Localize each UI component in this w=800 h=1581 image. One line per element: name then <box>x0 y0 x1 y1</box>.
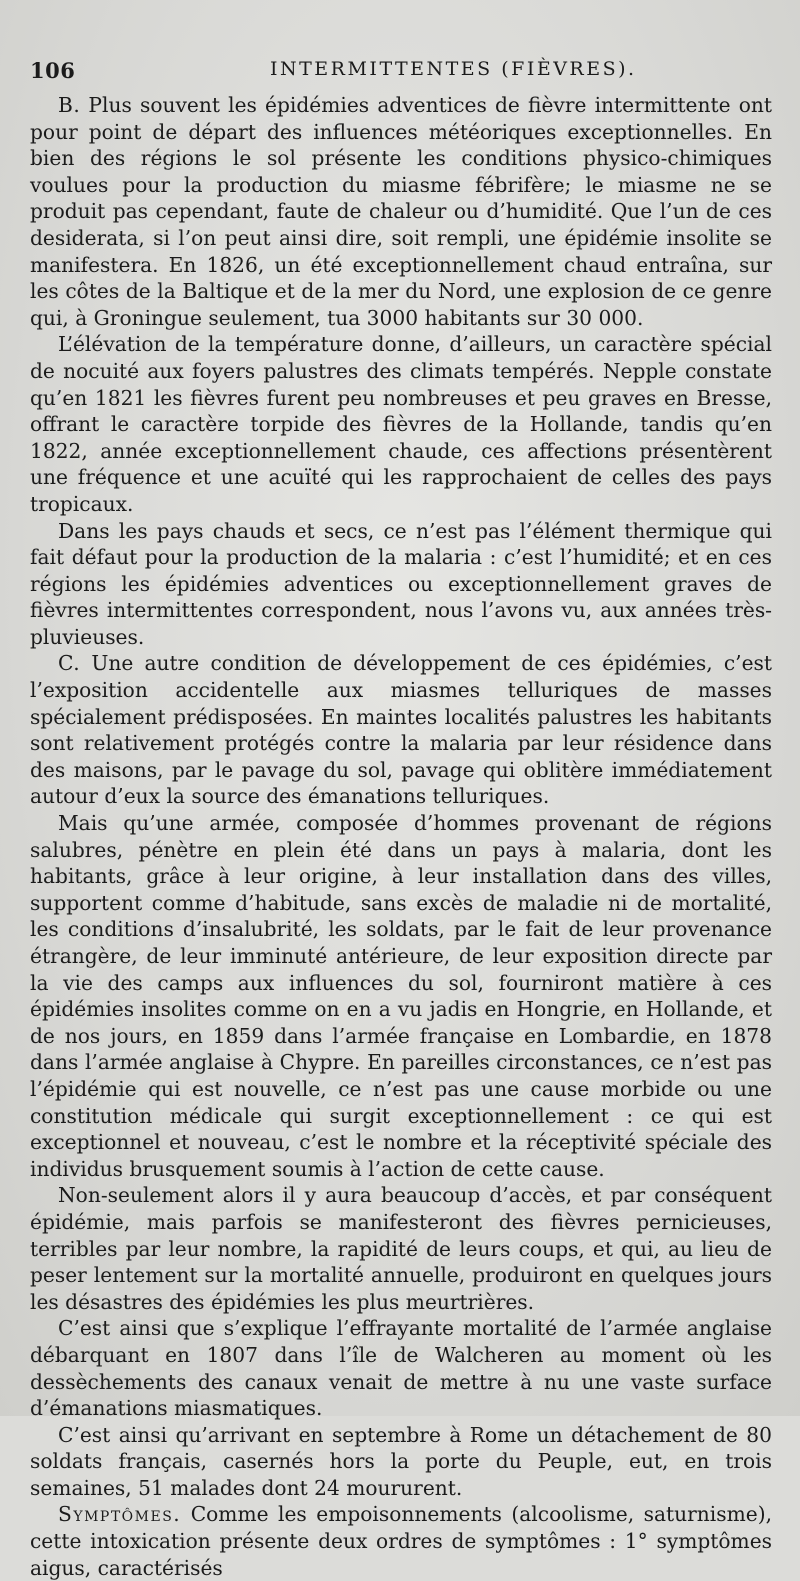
page-body <box>30 92 772 1581</box>
paragraph-text: Non-seulement alors il y aura beaucoup d’accès, et par conséquent épidémie, mais parfois se manifesteront des fièvres pernicieuses, terribles par leur nombre, la rapidité de leurs coups, et qui, au lieu de peser lentement sur la mortalité annuelle, produiront en quelques jours les désastres des épidémies les plus meurtrières. <box>30 1183 772 1314</box>
paragraph-text: Comme les empoisonnements (alcoolisme, saturnisme), cette intoxication présente deux ordres de symptômes : 1° symptômes aigus, caractérisés <box>30 1502 772 1580</box>
paragraph <box>30 1182 772 1315</box>
page-number: 106 <box>30 58 76 83</box>
paragraph <box>30 810 772 1182</box>
paragraph-b <box>30 92 772 331</box>
paragraph-text: C’est ainsi qu’arrivant en septembre à Rome un détachement de 80 soldats français, casernés hors la porte du Peuple, eut, en trois semaines, 51 malades dont 24 moururent. <box>30 1422 772 1500</box>
paragraph-text: Plus souvent les épidémies adventices de fièvre intermittente ont pour point de départ des influences météoriques exceptionnelles. En bien des régions le sol présente les conditions physico-chimiques voulues pour la production du miasme fébrifère; le miasme ne se produit pas cependant, faute de chaleur ou d’humidité. Que l’un de ces desiderata, si l’on peut ainsi dire, soit rempli, une épidémie insolite se manifestera. En 1826, un été exceptionnellement chaud entraîna, sur les côtes de la Baltique et de la mer du Nord, une explosion de ce genre qui, à Groningue seulement, tua 3000 habitants sur 30 000. <box>30 93 772 330</box>
paragraph-symptomes <box>30 1501 772 1581</box>
section-label-c: C. <box>58 651 81 676</box>
paragraph <box>30 331 772 517</box>
section-heading-symptomes: Symptômes. <box>58 1502 182 1527</box>
paragraph <box>30 518 772 651</box>
paragraph <box>30 1422 772 1502</box>
paragraph-text: L’élévation de la température donne, d’ailleurs, un caractère spécial de nocuité aux foyers palustres des climats tempérés. Nepple constate qu’en 1821 les fièvres furent peu nombreuses et peu graves en Bresse, offrant le caractère torpide des fièvres de la Hollande, tandis qu’en 1822, année exceptionnellement chaude, ces affections présentèrent une fréquence et une acuïté qui les rapprochaient de celles des pays tropicaux. <box>30 332 772 516</box>
paragraph-text: Dans les pays chauds et secs, ce n’est pas l’élément thermique qui fait défaut pour la production de la malaria : c’est l’humidité; et en ces régions les épidémies adventices ou exceptionnellement graves de fièvres intermittentes correspondent, nous l’avons vu, aux années très-pluvieuses. <box>30 518 772 649</box>
paragraph-c <box>30 650 772 810</box>
paragraph-text: Une autre condition de développement de ces épidémies, c’est l’exposition accidentelle aux miasmes telluriques de masses spécialement prédisposées. En maintes localités palustres les habitants sont relativement protégés contre la malaria par leur résidence dans des maisons, par le pavage du sol, pavage qui oblitère immédiatement autour d’eux la source des émanations telluriques. <box>30 651 772 809</box>
paragraph-text: C’est ainsi que s’explique l’effrayante mortalité de l’armée anglaise débarquant en 1807 dans l’île de Walcheren au moment où les dessèchements des canaux venait de mettre à nu une vaste surface d’émanations miasmatiques. <box>30 1316 772 1421</box>
running-head: INTERMITTENTES (FIÈVRES). <box>270 58 637 80</box>
page-header <box>30 58 770 88</box>
section-label-b: B. <box>58 93 81 117</box>
paragraph <box>30 1315 772 1421</box>
paragraph-text: Mais qu’une armée, composée d’hommes provenant de régions salubres, pénètre en plein été dans un pays à malaria, dont les habitants, grâce à leur origine, à leur installation dans des villes, supportent comme d’habitude, sans excès de maladie ni de mortalité, les conditions d’insalubrité, les soldats, par le fait de leur provenance étrangère, de leur imminuté antérieure, de leur exposition directe par la vie des camps aux influences du sol, fourniront matière à ces épidémies insolites comme on en a vu jadis en Hongrie, en Hollande, et de nos jours, en 1859 dans l’armée française en Lombardie, en 1878 dans l’armée anglaise à Chypre. En pareilles circonstances, ce n’est pas l’épidémie qui est nouvelle, ce n’est pas une cause morbide ou une constitution médicale qui surgit exceptionnellement : ce qui est exceptionnel et nouveau, c’est le nombre et la réceptivité spéciale des individus brusquement soumis à l’action de cette cause. <box>30 811 772 1181</box>
